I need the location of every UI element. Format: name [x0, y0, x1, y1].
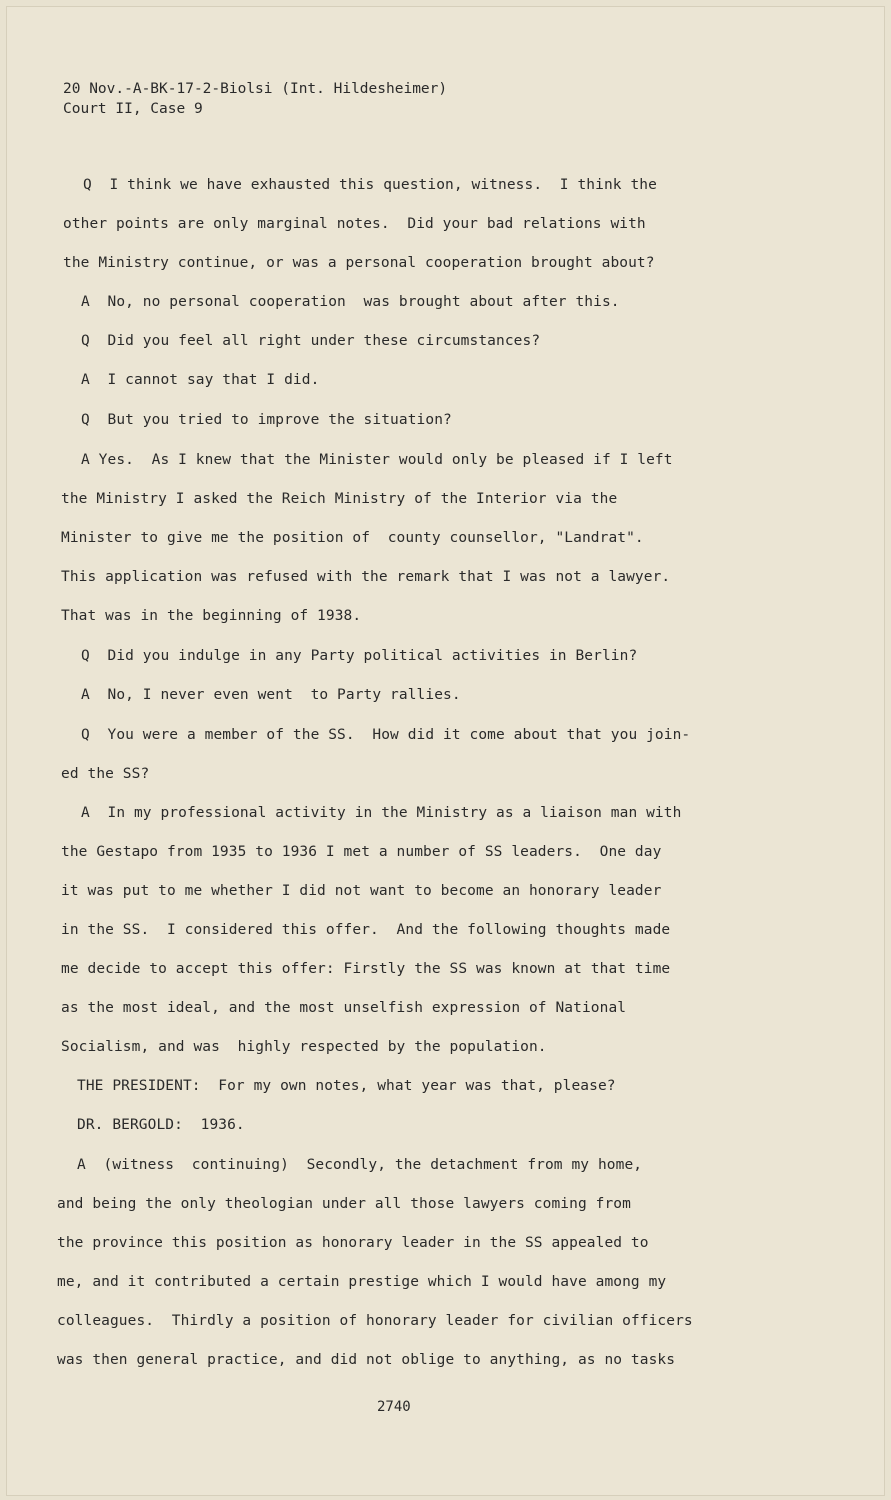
transcript-line: Q Did you indulge in any Party political activities in Berlin?: [81, 648, 638, 664]
transcript-line: other points are only marginal notes. Did your bad relations with: [63, 216, 646, 232]
transcript-line: A In my professional activity in the Ministry as a liaison man with: [81, 805, 682, 821]
transcript-line: ed the SS?: [61, 766, 150, 782]
transcript-line: Minister to give me the position of county counsellor, "Landrat".: [61, 530, 644, 546]
transcript-line: Q Did you feel all right under these circumstances?: [81, 333, 541, 349]
transcript-line: colleagues. Thirdly a position of honorary leader for civilian officers: [57, 1313, 693, 1329]
transcript-line: A No, I never even went to Party rallies.: [81, 687, 461, 703]
transcript-line: Q You were a member of the SS. How did it come about that you join-: [81, 727, 691, 743]
transcript-line: Q But you tried to improve the situation?: [81, 412, 452, 428]
transcript-line: me, and it contributed a certain prestige which I would have among my: [57, 1274, 667, 1290]
transcript-line: the Ministry I asked the Reich Ministry of the Interior via the: [61, 491, 618, 507]
transcript-line: Socialism, and was highly respected by the population.: [61, 1039, 547, 1055]
transcript-line: A I cannot say that I did.: [81, 372, 320, 388]
transcript-line: This application was refused with the remark that I was not a lawyer.: [61, 569, 671, 585]
transcript-line: and being the only theologian under all those lawyers coming from: [57, 1196, 631, 1212]
transcript-line: was then general practice, and did not oblige to anything, as no tasks: [57, 1352, 676, 1368]
transcript-line: A Yes. As I knew that the Minister would only be pleased if I left: [81, 452, 673, 468]
transcript-line: THE PRESIDENT: For my own notes, what year was that, please?: [77, 1078, 616, 1094]
transcript-line: as the most ideal, and the most unselfish expression of National: [61, 1000, 627, 1016]
transcript-line: That was in the beginning of 1938.: [61, 608, 362, 624]
transcript-line: me decide to accept this offer: Firstly the SS was known at that time: [61, 961, 671, 977]
header-court-line: Court II, Case 9: [63, 101, 203, 117]
document-header: [63, 79, 447, 119]
transcript-line: Q I think we have exhausted this question, witness. I think the: [83, 177, 657, 193]
transcript-line: DR. BERGOLD: 1936.: [77, 1117, 245, 1133]
transcript-line: A No, no personal cooperation was brought about after this.: [81, 294, 620, 310]
header-case-line: 20 Nov.-A-BK-17-2-Biolsi (Int. Hildesheimer): [63, 81, 448, 97]
transcript-line: the Gestapo from 1935 to 1936 I met a number of SS leaders. One day: [61, 844, 662, 860]
document-page: [6, 6, 885, 1496]
transcript-line: the Ministry continue, or was a personal cooperation brought about?: [63, 255, 655, 271]
page-number: 2740: [377, 1399, 411, 1415]
transcript-line: the province this position as honorary leader in the SS appealed to: [57, 1235, 649, 1251]
transcript-line: in the SS. I considered this offer. And the following thoughts made: [61, 922, 671, 938]
transcript-line: A (witness continuing) Secondly, the detachment from my home,: [77, 1157, 643, 1173]
transcript-line: it was put to me whether I did not want to become an honorary leader: [61, 883, 662, 899]
